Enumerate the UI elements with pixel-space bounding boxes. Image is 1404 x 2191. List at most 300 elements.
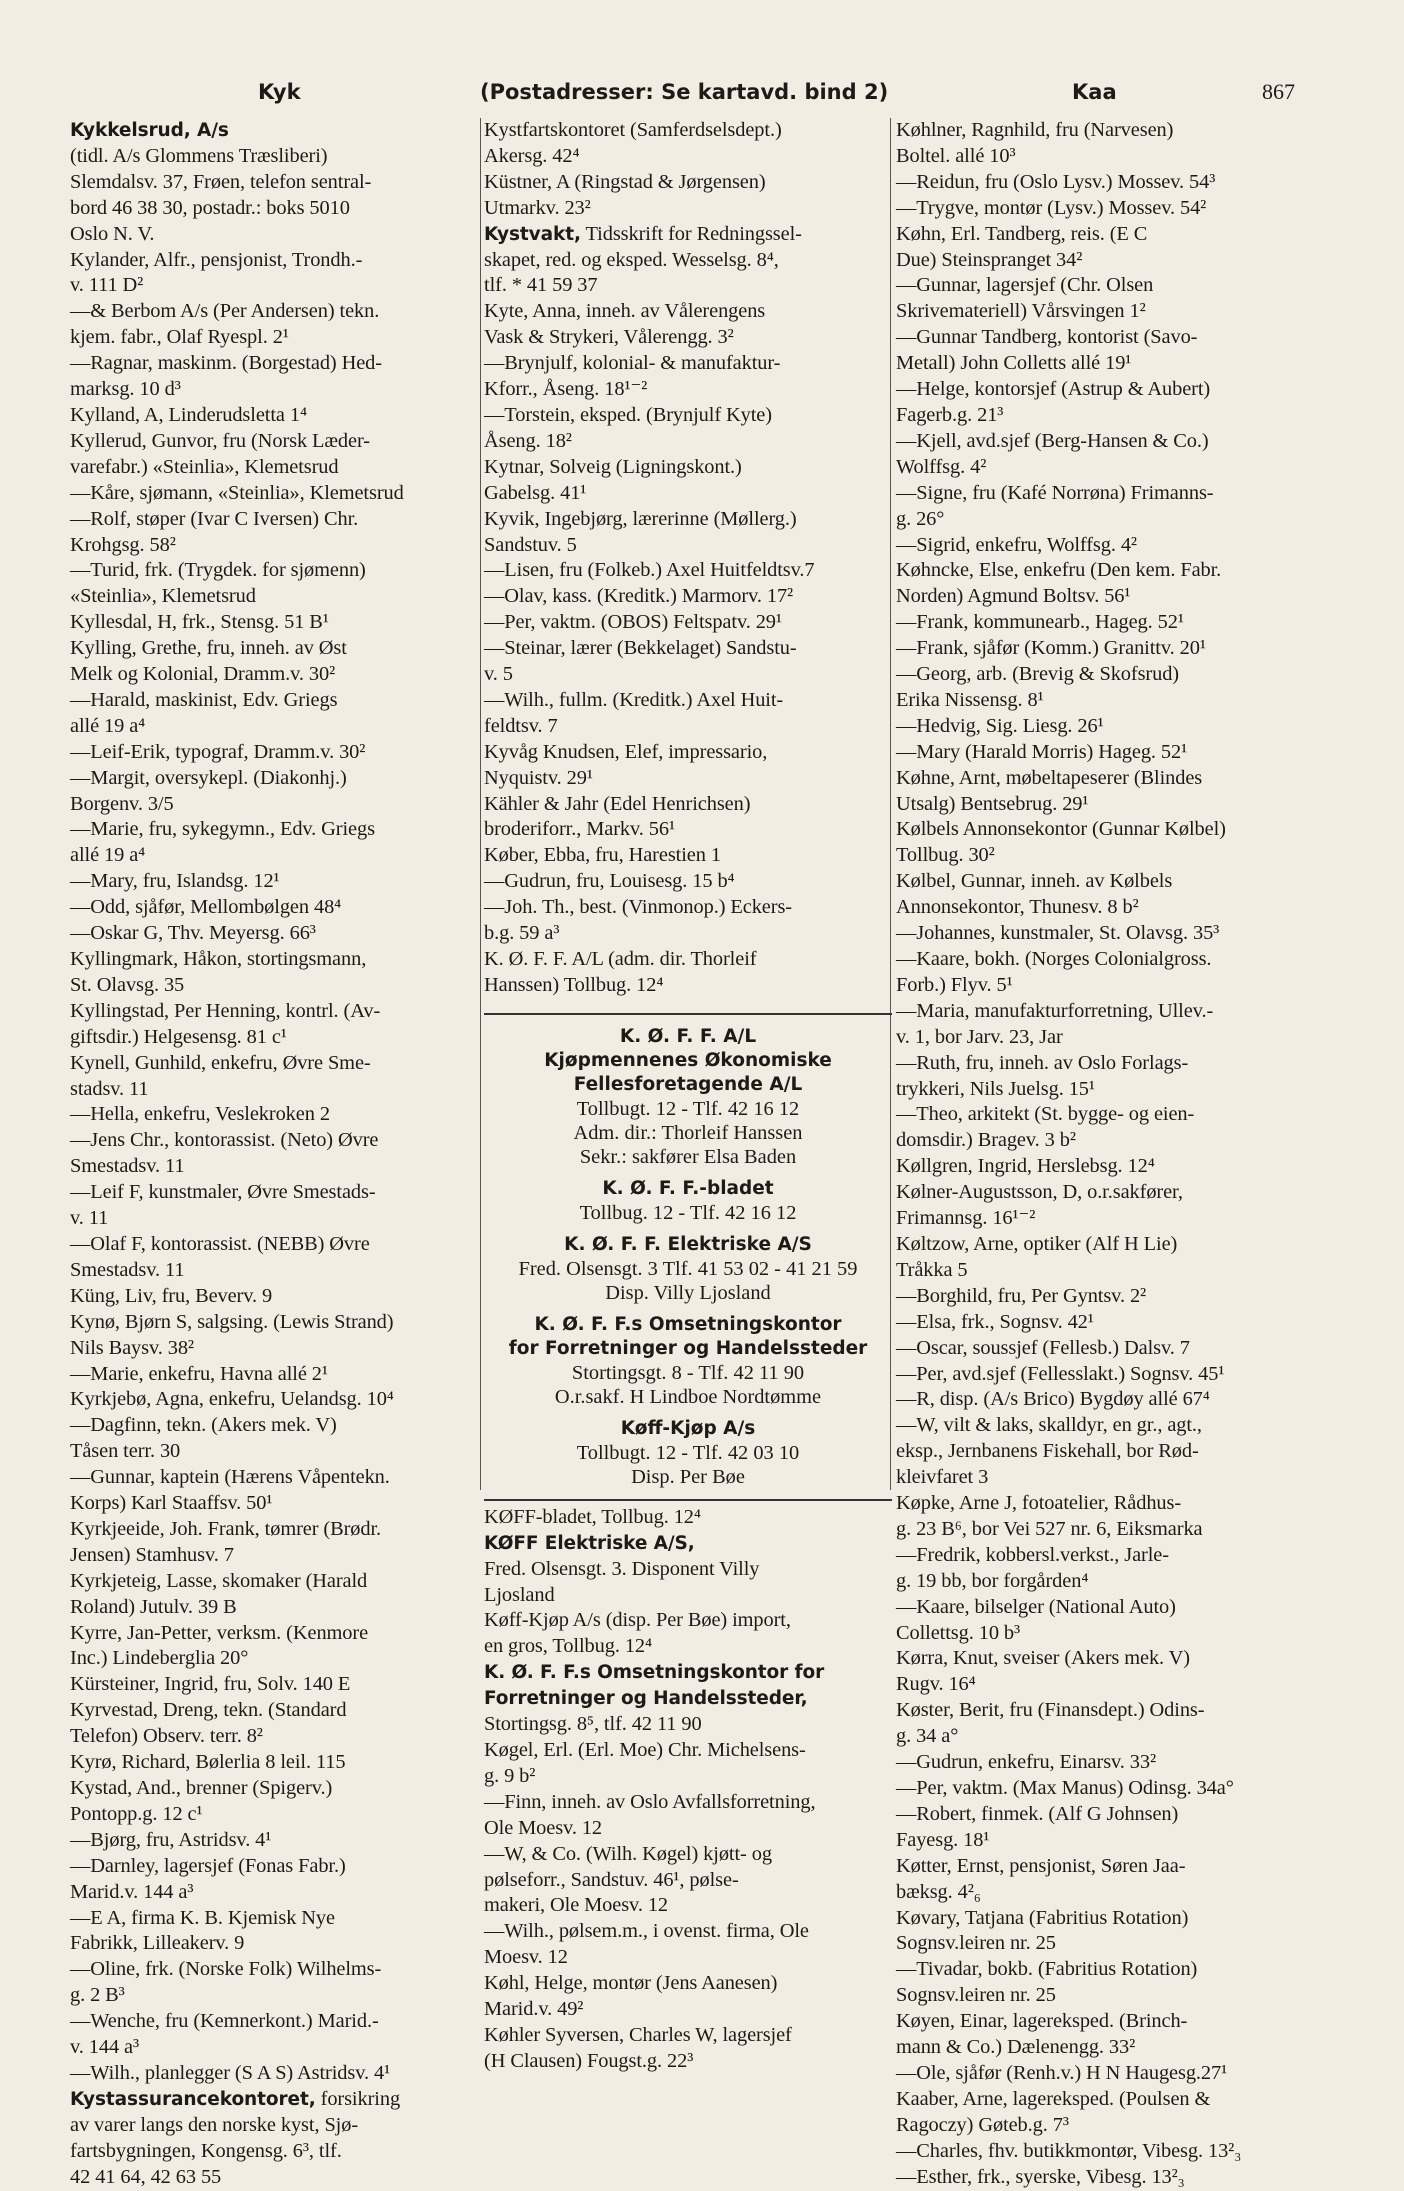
directory-entry xyxy=(484,584,892,610)
entry-line: —Per, vaktm. (Max Manus) Odinsg. 34a° xyxy=(896,1777,1234,1799)
entry-line: domsdir.) Bragev. 3 b² xyxy=(896,1129,1076,1152)
entry-line: Kynell, Gunhild, enkefru, Øvre Sme- xyxy=(70,1051,371,1074)
entry-line: —Kåre, sjømann, «Steinlia», Klemetsrud xyxy=(70,481,404,504)
directory-entry xyxy=(896,1336,1310,1362)
directory-entry xyxy=(484,170,892,222)
entry-line: —Harald, maskinist, Edv. Griegs xyxy=(70,688,338,711)
directory-entry xyxy=(896,558,1310,610)
directory-entry xyxy=(70,1828,478,1854)
entry-line: (tidl. A/s Glommens Træsliberi) xyxy=(70,144,328,167)
entry-line: Stortingsg. 8⁵, tlf. 42 11 90 xyxy=(484,1713,702,1736)
entry-line: —Bjørg, fru, Astridsv. 4¹ xyxy=(70,1828,272,1851)
directory-entry xyxy=(896,1413,1310,1491)
entry-line: Køllgren, Ingrid, Herslebsg. 12⁴ xyxy=(896,1155,1155,1178)
entry-line: —Oscar, soussjef (Fellesb.) Dalsv. 7 xyxy=(896,1336,1190,1359)
entry-line: Tåsen terr. 30 xyxy=(70,1440,181,1463)
running-head-right: Kaa xyxy=(1072,80,1117,104)
entry-line: —Lisen, fru (Folkeb.) Axel Huitfeldtsv.7 xyxy=(484,559,815,582)
directory-entry xyxy=(70,299,478,351)
directory-entry xyxy=(484,118,892,170)
entry-line: —Elsa, frk., Sognsv. 42¹ xyxy=(896,1310,1094,1333)
entry-line: en gros, Tollbug. 12⁴ xyxy=(484,1635,653,1658)
ad-line: Fred. Olsensgt. 3 Tlf. 41 53 02 - 41 21 59 xyxy=(518,1257,858,1280)
ad-block xyxy=(484,1313,892,1409)
directory-entry xyxy=(70,1051,478,1103)
directory-entry xyxy=(484,947,892,999)
entry-line: Kyllingstad, Per Henning, kontrl. (Av- xyxy=(70,999,381,1022)
entry-line: Frimannsg. 16¹⁻² xyxy=(896,1207,1036,1230)
entry-line: —Torstein, eksped. (Brynjulf Kyte) xyxy=(484,403,772,426)
entry-heading: KØFF Elektriske A/S, xyxy=(484,1532,695,1554)
entry-line: Køyen, Einar, lagereksped. (Brinch- xyxy=(896,2010,1188,2033)
directory-entry xyxy=(896,1906,1310,1958)
entry-line: Kylland, A, Linderudsletta 1⁴ xyxy=(70,403,307,426)
directory-entry xyxy=(896,196,1310,222)
entry-line: —W, vilt & laks, skalldyr, en gr., agt., xyxy=(896,1414,1202,1437)
directory-entry xyxy=(70,1854,478,1906)
entry-line: —Frank, sjåfør (Komm.) Granittv. 20¹ xyxy=(896,637,1206,660)
entry-line: Marid.v. 49² xyxy=(484,1998,584,2021)
entry-line: —Maria, manufakturforretning, Ullev.- xyxy=(896,999,1214,1022)
entry-line: —Leif-Erik, typograf, Dramm.v. 30² xyxy=(70,740,366,763)
ad-title: Kjøpmennenes Økonomiske xyxy=(544,1049,832,1071)
ad-line: Stortingsgt. 8 - Tlf. 42 11 90 xyxy=(571,1361,805,1384)
entry-line: bæksg. 4²₆ xyxy=(896,1880,981,1903)
entry-line: —Olav, kass. (Kreditk.) Marmorv. 17² xyxy=(484,585,794,608)
ad-title: K. Ø. F. F. Elektriske A/S xyxy=(564,1233,812,1255)
entry-line: Küng, Liv, fru, Beverv. 9 xyxy=(70,1284,273,1307)
entry-line: Kyrø, Richard, Bølerlia 8 leil. 115 xyxy=(70,1751,346,1774)
entry-line: makeri, Ole Moesv. 12 xyxy=(484,1894,669,1917)
ad-title: K. Ø. F. F. A/L xyxy=(619,1025,757,1047)
directory-entry xyxy=(896,1387,1310,1413)
entry-line: —Gunnar, kaptein (Hærens Våpentekn. xyxy=(70,1466,390,1489)
directory-entry xyxy=(70,2009,478,2061)
entry-line: g. 2 B³ xyxy=(70,1984,125,2007)
directory-entry xyxy=(70,1750,478,1776)
entry-line: —Turid, frk. (Trygdek. for sjømenn) xyxy=(70,559,366,582)
entry-line: Køhler Syversen, Charles W, lagersjef xyxy=(484,2023,792,2046)
directory-entry xyxy=(70,1128,478,1180)
entry-line: Küstner, A (Ringstad & Jørgensen) xyxy=(484,170,766,193)
entry-line: Annonsekontor, Thunesv. 8 b² xyxy=(896,896,1139,919)
entry-line: varefabr.) «Steinlia», Klemetsrud xyxy=(70,455,339,478)
directory-entry xyxy=(70,118,478,248)
directory-entry xyxy=(70,1387,478,1413)
directory-entry xyxy=(896,1362,1310,1388)
entry-line: Kforr., Åseng. 18¹⁻² xyxy=(484,378,648,401)
directory-entry xyxy=(896,1957,1310,2009)
entry-line: feldtsv. 7 xyxy=(484,714,558,737)
entry-line: —Fredrik, kobbersl.verkst., Jarle- xyxy=(896,1543,1169,1566)
entry-line: Køhl, Helge, montør (Jens Aanesen) xyxy=(484,1972,778,1995)
directory-entry xyxy=(70,999,478,1051)
directory-entry xyxy=(70,507,478,559)
entry-line: —Ragnar, maskinm. (Borgestad) Hed- xyxy=(70,352,382,375)
directory-entry xyxy=(70,1102,478,1128)
entry-line: Ljosland xyxy=(484,1583,555,1606)
directory-entry xyxy=(896,1051,1310,1103)
directory-entry xyxy=(484,507,892,559)
directory-entry xyxy=(896,1491,1310,1543)
entry-line: v. 111 D² xyxy=(70,274,144,297)
entry-line: Norden) Agmund Boltsv. 56¹ xyxy=(896,585,1131,608)
ad-line: Tollbug. 12 - Tlf. 42 16 12 xyxy=(579,1201,797,1224)
entry-line: Utmarkv. 23² xyxy=(484,196,591,219)
entry-line: Collettsg. 10 b³ xyxy=(896,1621,1021,1644)
entry-line: Fagerb.g. 21³ xyxy=(896,403,1004,426)
ad-line: Tollbugt. 12 - Tlf. 42 16 12 xyxy=(576,1097,800,1120)
advertisement-box xyxy=(484,1025,892,1489)
entry-line: kleivfaret 3 xyxy=(896,1466,989,1489)
directory-entry xyxy=(896,921,1310,947)
entry-line: —Kaare, bokh. (Norges Colonialgross. xyxy=(896,948,1212,970)
entry-line: Kystad, And., brenner (Spigerv.) xyxy=(70,1777,333,1799)
running-head-center: (Postadresser: Se kartavd. bind 2) xyxy=(480,80,889,104)
directory-entry xyxy=(896,1154,1310,1180)
entry-line: Køhn, Erl. Tandberg, reis. (E C xyxy=(896,222,1148,245)
ad-block xyxy=(484,1233,892,1305)
entry-heading: Kykkelsrud, A/s xyxy=(70,120,229,141)
directory-entry xyxy=(896,2087,1310,2139)
directory-entry xyxy=(896,118,1310,170)
entry-line: —Sigrid, enkefru, Wolffsg. 4² xyxy=(896,533,1137,556)
directory-entry xyxy=(484,1505,892,1531)
entry-line: Kyte, Anna, inneh. av Vålerengens xyxy=(484,300,766,323)
entry-line: Moesv. 12 xyxy=(484,1946,568,1969)
entry-line: Ragoczy) Gøteb.g. 7³ xyxy=(896,2113,1069,2136)
entry-line: —R, disp. (A/s Brico) Bygdøy allé 67⁴ xyxy=(896,1388,1210,1411)
directory-entry xyxy=(484,869,892,895)
entry-line: Ole Moesv. 12 xyxy=(484,1816,603,1839)
entry-line: Kyllerud, Gunvor, fru (Norsk Læder- xyxy=(70,429,370,452)
entry-line: Kürsteiner, Ingrid, fru, Solv. 140 E xyxy=(70,1673,351,1696)
directory-entry xyxy=(896,1180,1310,1232)
entry-heading: Kystassurancekontoret, xyxy=(70,2088,316,2110)
directory-entry xyxy=(896,2061,1310,2087)
directory-entry xyxy=(70,1621,478,1673)
entry-line: Kølner-Augustsson, D, o.r.sakfører, xyxy=(896,1181,1183,1204)
entry-line: g. 9 b² xyxy=(484,1764,536,1787)
ad-line: Adm. dir.: Thorleif Hanssen xyxy=(573,1121,803,1144)
directory-entry xyxy=(70,1362,478,1388)
entry-line: —Ole, sjåfør (Renh.v.) H N Haugesg.27¹ xyxy=(896,2061,1228,2084)
entry-line: Køltzow, Arne, optiker (Alf H Lie) xyxy=(896,1232,1178,1255)
entry-line: v. 1, bor Jarv. 23, Jar xyxy=(896,1025,1063,1048)
entry-line: trykkeri, Nils Juelsg. 15¹ xyxy=(896,1077,1095,1100)
directory-entry xyxy=(896,429,1310,481)
entry-line: —Wilh., pølsem.m., i ovenst. firma, Ole xyxy=(484,1920,809,1943)
entry-line: —Wenche, fru (Kemnerkont.) Marid.- xyxy=(70,2010,379,2033)
directory-entry xyxy=(484,299,892,351)
entry-line: b.g. 59 a³ xyxy=(484,922,560,945)
entry-line: —Hella, enkefru, Veslekroken 2 xyxy=(70,1103,330,1126)
entry-text: Tidsskrift for Redningssel- xyxy=(580,222,802,245)
entry-line: skapet, red. og eksped. Wesselsg. 8⁴, xyxy=(484,248,779,271)
directory-entry xyxy=(484,610,892,636)
entry-line: —Oskar G, Thv. Meyersg. 66³ xyxy=(70,922,316,945)
entry-line: tlf. * 41 59 37 xyxy=(484,274,598,297)
directory-entry xyxy=(896,1854,1310,1906)
ad-title: Køff-Kjøp A/s xyxy=(620,1417,756,1439)
entry-line: Køgel, Erl. (Erl. Moe) Chr. Michelsens- xyxy=(484,1738,806,1761)
entry-heading: K. Ø. F. F.s Omsetningskontor for xyxy=(484,1662,825,1684)
entry-line: —Rolf, støper (Ivar C Iversen) Chr. xyxy=(70,507,359,530)
directory-entry xyxy=(896,481,1310,533)
entry-line: —Tivadar, bokb. (Fabritius Rotation) xyxy=(896,1958,1198,1981)
entry-line: Kyrkjeeide, Joh. Frank, tømrer (Brødr. xyxy=(70,1517,382,1540)
directory-entry xyxy=(896,1776,1310,1802)
directory-entry xyxy=(70,558,478,610)
entry-line: —Helge, kontorsjef (Astrup & Aubert) xyxy=(896,378,1211,401)
entry-line: Tråkka 5 xyxy=(896,1258,968,1281)
directory-entry xyxy=(484,1608,892,1660)
directory-entry xyxy=(70,688,478,740)
ad-line: Disp. Per Bøe xyxy=(631,1465,745,1488)
directory-entry xyxy=(896,1232,1310,1284)
entry-line: Akersg. 42⁴ xyxy=(484,144,580,167)
entry-line: —& Berbom A/s (Per Andersen) tekn. xyxy=(70,300,380,323)
entry-line: Kyllingmark, Håkon, stortingsmann, xyxy=(70,948,367,970)
directory-entry xyxy=(896,533,1310,559)
running-head-left: Kyk xyxy=(258,80,301,104)
entry-line: Kølbels Annonsekontor (Gunnar Kølbel) xyxy=(896,818,1226,841)
directory-entry xyxy=(70,947,478,999)
column-2-entries-top xyxy=(484,118,892,999)
entry-line: —Reidun, fru (Oslo Lysv.) Mossev. 54³ xyxy=(896,170,1216,193)
entry-line: Forb.) Flyv. 5¹ xyxy=(896,973,1013,996)
entry-line: Jensen) Stamhusv. 7 xyxy=(70,1543,234,1566)
entry-line: Køpke, Arne J, fotoatelier, Rådhus- xyxy=(896,1492,1182,1515)
entry-line: Kyvåg Knudsen, Elef, impressario, xyxy=(484,740,768,763)
entry-line: —Per, vaktm. (OBOS) Feltspatv. 29¹ xyxy=(484,611,782,634)
directory-entry xyxy=(484,1738,892,1790)
directory-entry xyxy=(896,1284,1310,1310)
directory-entry xyxy=(70,1517,478,1569)
entry-line: Tollbug. 30² xyxy=(896,844,995,867)
entry-line: —Finn, inneh. av Oslo Avfallsforretning, xyxy=(484,1790,816,1813)
directory-entry xyxy=(70,2087,478,2191)
entry-text: forsikring xyxy=(315,2087,401,2110)
entry-line: Inc.) Lindeberglia 20° xyxy=(70,1647,249,1670)
directory-entry xyxy=(484,1919,892,1971)
directory-entry xyxy=(484,558,892,584)
directory-entry xyxy=(896,766,1310,818)
directory-entry xyxy=(484,455,892,507)
directory-entry xyxy=(896,325,1310,377)
entry-line: Kylander, Alfr., pensjonist, Trondh.- xyxy=(70,248,363,271)
entry-line: «Steinlia», Klemetsrud xyxy=(70,585,256,608)
divider xyxy=(484,1013,892,1015)
directory-entry xyxy=(70,1232,478,1284)
entry-line: Køber, Ebba, fru, Harestien 1 xyxy=(484,844,721,867)
directory-entry xyxy=(896,2139,1310,2165)
ad-block xyxy=(484,1417,892,1489)
entry-line: Melk og Kolonial, Dramm.v. 30² xyxy=(70,663,336,686)
directory-entry xyxy=(896,714,1310,740)
entry-line: Køhncke, Else, enkefru (Den kem. Fabr. xyxy=(896,559,1222,582)
entry-line: Kyrvestad, Dreng, tekn. (Standard xyxy=(70,1699,347,1722)
directory-entry xyxy=(896,1543,1310,1595)
directory-entry xyxy=(70,766,478,818)
directory-entry xyxy=(70,1698,478,1750)
entry-line: —Georg, arb. (Brevig & Skofsrud) xyxy=(896,663,1179,686)
directory-entry xyxy=(896,1102,1310,1154)
ad-title: Fellesforetagende A/L xyxy=(573,1073,803,1095)
entry-line: —W, & Co. (Wilh. Køgel) kjøtt- og xyxy=(484,1842,772,1865)
directory-entry xyxy=(896,1310,1310,1336)
directory-entry xyxy=(70,1180,478,1232)
entry-line: Nyquistv. 29¹ xyxy=(484,766,593,789)
directory-entry xyxy=(70,1672,478,1698)
directory-entry xyxy=(484,222,892,300)
directory-entry xyxy=(896,662,1310,714)
entry-line: —Kjell, avd.sjef (Berg-Hansen & Co.) xyxy=(896,429,1209,452)
entry-line: Kaaber, Arne, lagereksped. (Poulsen & xyxy=(896,2087,1211,2110)
entry-line: g. 23 B⁶, bor Vei 527 nr. 6, Eiksmarka xyxy=(896,1517,1203,1540)
entry-line: Metall) John Colletts allé 19¹ xyxy=(896,352,1132,375)
entry-line: —Gudrun, enkefru, Einarsv. 33² xyxy=(896,1751,1157,1774)
directory-entry xyxy=(484,895,892,947)
directory-entry xyxy=(70,1957,478,2009)
entry-line: v. 5 xyxy=(484,663,513,686)
entry-line: —Gunnar, lagersjef (Chr. Olsen xyxy=(896,274,1154,297)
entry-line: fartsbygningen, Kongensg. 6³, tlf. xyxy=(70,2139,342,2162)
entry-line: Vask & Strykeri, Vålerengg. 3² xyxy=(484,326,734,349)
entry-line: eksp., Jernbanens Fiskehall, bor Rød- xyxy=(896,1440,1199,1463)
directory-entry xyxy=(896,1802,1310,1854)
directory-entry xyxy=(896,999,1310,1051)
directory-entry xyxy=(70,1776,478,1828)
directory-entry xyxy=(896,869,1310,921)
directory-entry xyxy=(484,792,892,844)
entry-line: Hanssen) Tollbug. 12⁴ xyxy=(484,973,664,996)
ad-line: Disp. Villy Ljosland xyxy=(605,1281,771,1304)
directory-entry xyxy=(896,740,1310,766)
directory-entry xyxy=(896,1595,1310,1647)
entry-line: Fred. Olsensgt. 3. Disponent Villy xyxy=(484,1557,760,1580)
entry-line: —Per, avd.sjef (Fellesslakt.) Sognsv. 45¹ xyxy=(896,1362,1225,1385)
entry-line: Krohgsg. 58² xyxy=(70,533,176,556)
column-2-entries-bottom xyxy=(484,1505,892,2075)
entry-line: Smestadsv. 11 xyxy=(70,1155,185,1178)
entry-line: —Trygve, montør (Lysv.) Mossev. 54² xyxy=(896,196,1207,219)
entry-line: Kyvik, Ingebjørg, lærerinne (Møllerg.) xyxy=(484,507,797,530)
entry-line: g. 26° xyxy=(896,507,945,530)
entry-line: Kyrkjeteig, Lasse, skomaker (Harald xyxy=(70,1569,368,1592)
directory-entry xyxy=(484,351,892,403)
entry-line: Kylling, Grethe, fru, inneh. av Øst xyxy=(70,637,347,660)
entry-line: 42 41 64, 42 63 55 xyxy=(70,2165,222,2188)
entry-line: g. 19 bb, bor forgården⁴ xyxy=(896,1569,1089,1592)
entry-line: Gabelsg. 41¹ xyxy=(484,481,587,504)
entry-line: marksg. 10 d³ xyxy=(70,378,181,401)
entry-heading: Forretninger og Handelssteder, xyxy=(484,1688,808,1710)
directory-entry xyxy=(70,1413,478,1465)
directory-entry xyxy=(896,817,1310,869)
entry-line: Køff-Kjøp A/s (disp. Per Bøe) import, xyxy=(484,1609,791,1632)
entry-line: Åseng. 18² xyxy=(484,429,572,452)
entry-line: mann & Co.) Dælenengg. 33² xyxy=(896,2036,1136,2059)
entry-line: —Mary, fru, Islandsg. 12¹ xyxy=(70,870,280,893)
entry-line: kjem. fabr., Olaf Ryespl. 2¹ xyxy=(70,326,289,349)
divider xyxy=(484,1499,892,1501)
entry-line: —Wilh., fullm. (Kreditk.) Axel Huit- xyxy=(484,688,784,711)
directory-entry xyxy=(70,921,478,947)
entry-line: pølseforr., Sandstuv. 46¹, pølse- xyxy=(484,1868,739,1891)
ad-title: K. Ø. F. F.-bladet xyxy=(602,1177,774,1199)
entry-line: Erika Nissensg. 8¹ xyxy=(896,688,1044,711)
directory-entry xyxy=(70,817,478,869)
directory-entry xyxy=(70,1465,478,1517)
ad-block xyxy=(484,1025,892,1169)
entry-line: Marid.v. 144 a³ xyxy=(70,1880,194,1903)
entry-line: Sognsv.leiren nr. 25 xyxy=(896,1932,1056,1955)
directory-entry xyxy=(484,2023,892,2075)
entry-line: —Wilh., planlegger (S A S) Astridsv. 4¹ xyxy=(70,2061,391,2084)
directory-entry xyxy=(484,1531,892,1609)
directory-entry xyxy=(896,947,1310,999)
entry-line: Due) Steinspranget 34² xyxy=(896,248,1083,271)
entry-line: giftsdir.) Helgesensg. 81 c¹ xyxy=(70,1025,287,1048)
directory-entry xyxy=(70,636,478,688)
entry-line: —Steinar, lærer (Bekkelaget) Sandstu- xyxy=(484,637,797,660)
entry-line: Sandstuv. 5 xyxy=(484,533,577,556)
directory-entry xyxy=(70,1569,478,1621)
directory-entry xyxy=(484,403,892,455)
entry-line: Rugv. 16⁴ xyxy=(896,1673,976,1696)
entry-line: Kystfartskontoret (Samferdselsdept.) xyxy=(484,119,782,141)
directory-entry xyxy=(484,1790,892,1842)
directory-entry xyxy=(896,1698,1310,1750)
directory-entry xyxy=(896,170,1310,196)
entry-line: —Marie, enkefru, Havna allé 2¹ xyxy=(70,1362,328,1385)
entry-line: Sognsv.leiren nr. 25 xyxy=(896,1984,1056,2007)
directory-entry xyxy=(896,610,1310,636)
entry-line: —Hedvig, Sig. Liesg. 26¹ xyxy=(896,714,1104,737)
entry-line: Utsalg) Bentsebrug. 29¹ xyxy=(896,792,1089,815)
entry-line: v. 144 a³ xyxy=(70,2036,140,2059)
entry-line: av varer langs den norske kyst, Sjø- xyxy=(70,2113,359,2136)
directory-entry xyxy=(484,1660,892,1738)
entry-line: Kyrkjebø, Agna, enkefru, Uelandsg. 10⁴ xyxy=(70,1388,394,1411)
entry-line: —Signe, fru (Kafé Norrøna) Frimanns- xyxy=(896,481,1214,504)
entry-line: Borgenv. 3/5 xyxy=(70,792,174,815)
directory-entry xyxy=(70,1310,478,1362)
entry-heading: Kystvakt, xyxy=(484,223,581,245)
column-rule xyxy=(480,118,481,1490)
entry-line: Køster, Berit, fru (Finansdept.) Odins- xyxy=(896,1699,1205,1722)
entry-line: bord 46 38 30, postadr.: boks 5010 xyxy=(70,196,350,219)
entry-line: Fayesg. 18¹ xyxy=(896,1828,990,1851)
directory-entry xyxy=(896,377,1310,429)
entry-line: —Dagfinn, tekn. (Akers mek. V) xyxy=(70,1414,337,1437)
entry-line: —Darnley, lagersjef (Fonas Fabr.) xyxy=(70,1854,346,1877)
entry-line: —Jens Chr., kontorassist. (Neto) Øvre xyxy=(70,1129,379,1152)
entry-line: Roland) Jutulv. 39 B xyxy=(70,1595,237,1618)
entry-line: Køhne, Arnt, møbeltapeserer (Blindes xyxy=(896,766,1203,789)
entry-line: —E A, firma K. B. Kjemisk Nye xyxy=(70,1906,335,1929)
entry-line: Slemdalsv. 37, Frøen, telefon sentral- xyxy=(70,170,372,193)
entry-line: —Joh. Th., best. (Vinmonop.) Eckers- xyxy=(484,896,792,919)
entry-line: Wolffsg. 4² xyxy=(896,455,987,478)
entry-line: —Esther, frk., syerske, Vibesg. 13²₃ xyxy=(896,2165,1185,2188)
entry-line: Kynø, Bjørn S, salgsing. (Lewis Strand) xyxy=(70,1310,394,1333)
column-2 xyxy=(484,118,892,2075)
directory-entry xyxy=(484,1971,892,2023)
entry-line: —Charles, fhv. butikkmontør, Vibesg. 13²₃ xyxy=(896,2139,1242,2162)
entry-line: Køvary, Tatjana (Fabritius Rotation) xyxy=(896,1906,1189,1929)
